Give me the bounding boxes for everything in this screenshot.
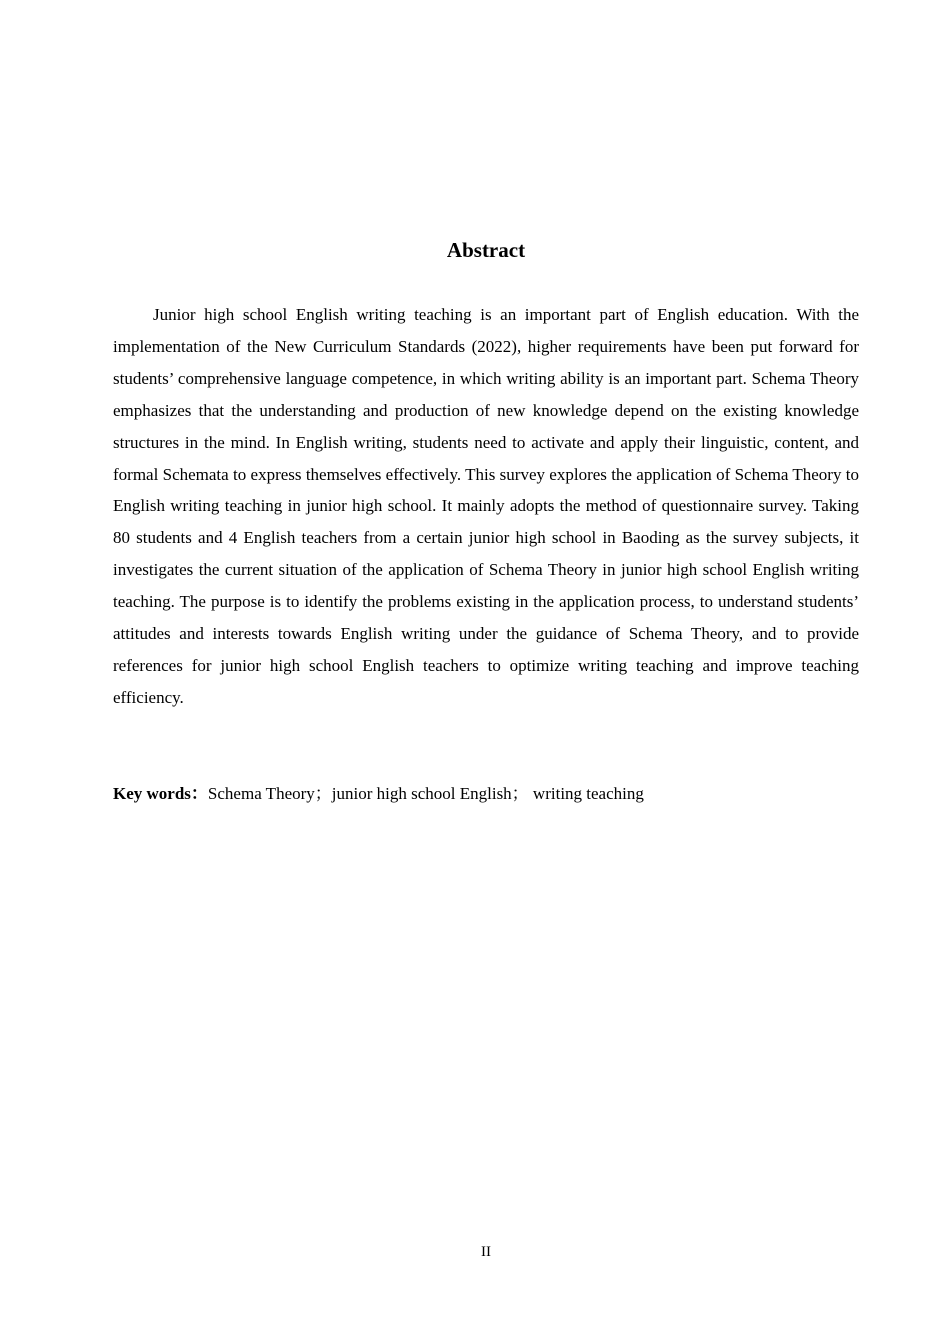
keywords-line	[113, 779, 859, 809]
keywords-text: Schema Theory；junior high school English； writing teaching	[207, 784, 644, 803]
page-number: II	[481, 1244, 491, 1260]
page-title: Abstract	[446, 238, 526, 262]
keywords-label: Key words：	[113, 784, 208, 803]
abstract-paragraph: Junior high school English writing teaching is an important part of English education. With the implementation of the New Curriculum Standards (2022), higher requirements have been put forward for students’ comprehensive language competence, in which writing ability is an important part. Schema Theory emphasizes that the understanding and production of new knowledge depend on the existing knowledge structures in the mind. In English writing, students need to activate and apply their linguistic, content, and formal Schemata to express themselves effectively. This survey explores the application of Schema Theory to English writing teaching in junior high school. It mainly adopts the method of questionnaire survey. Taking 80 students and 4 English teachers from a certain junior high school in Baoding as the survey subjects, it investigates the current situation of the application of Schema Theory in junior high school English writing teaching. The purpose is to identify the problems existing in the application process, to understand students’ attitudes and interests towards English writing under the guidance of Schema Theory, and to provide references for junior high school English teachers to optimize writing teaching and improve teaching efficiency.	[113, 305, 859, 707]
